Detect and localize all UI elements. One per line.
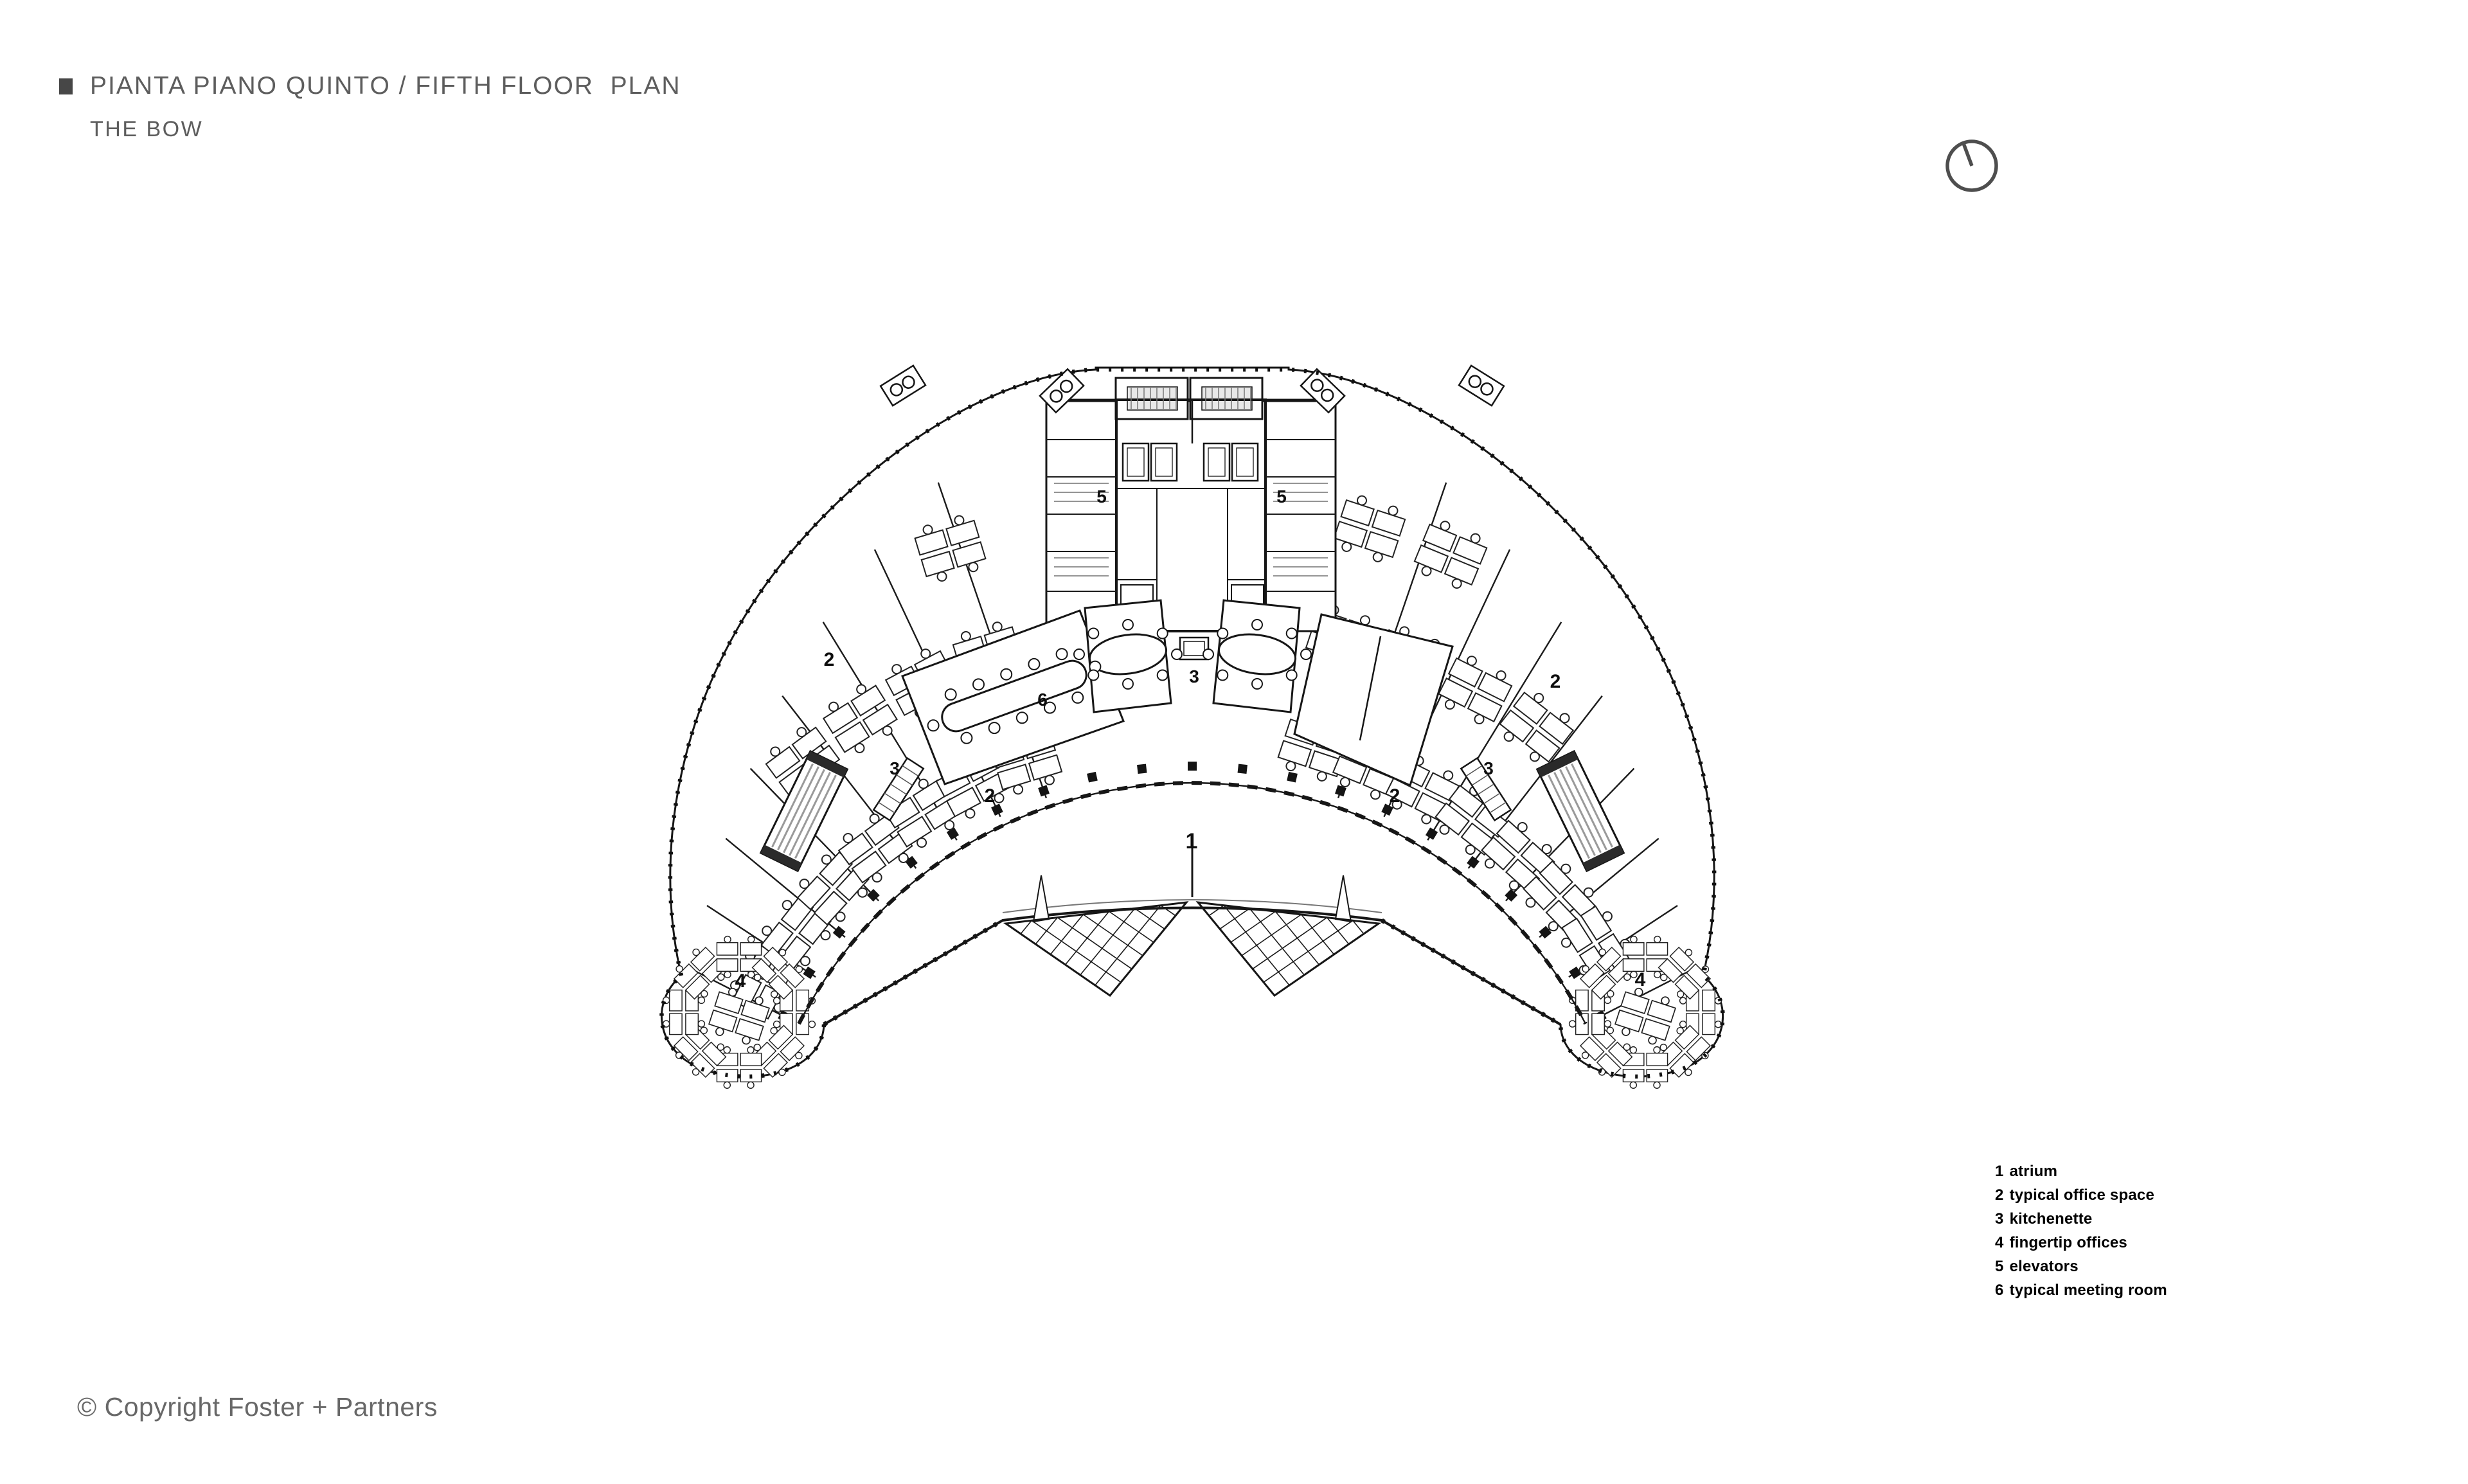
copyright-notice: © Copyright Foster + Partners	[77, 1392, 438, 1422]
plan-label-office-upper-right: 2	[1550, 671, 1561, 692]
legend-num: 3	[1995, 1210, 2004, 1228]
legend-item-fingertip	[1995, 1231, 2167, 1255]
plan-label-kitchenette-right: 3	[1483, 758, 1494, 778]
legend-label: elevators	[2009, 1258, 2079, 1275]
legend-num: 5	[1995, 1258, 2004, 1275]
legend	[1995, 1159, 2167, 1302]
plan-label-fingertip-right: 4	[1634, 969, 1646, 990]
plan-label-elevators-right: 5	[1276, 487, 1287, 506]
legend-label: atrium	[2009, 1163, 2058, 1180]
legend-label: kitchenette	[2009, 1210, 2093, 1228]
legend-label: typical office space	[2009, 1186, 2154, 1204]
legend-num: 1	[1995, 1163, 2004, 1180]
plan-label-office-lower-right: 2	[1389, 785, 1400, 807]
project-name: THE BOW	[90, 117, 204, 141]
plan-label-atrium: 1	[1185, 829, 1198, 854]
legend-item-meeting	[1995, 1278, 2167, 1302]
legend-item-kitchenette	[1995, 1207, 2167, 1231]
legend-num: 6	[1995, 1282, 2004, 1299]
plan-label-kitchenette-left: 3	[890, 758, 900, 778]
plan-label-office-lower-left: 2	[984, 785, 996, 807]
plan-label-elevators-left: 5	[1096, 487, 1107, 506]
plan-label-office-upper-left: 2	[823, 649, 835, 670]
plan-label-kitchenette-center: 3	[1189, 666, 1199, 686]
plan-label-meeting-room: 6	[1037, 690, 1048, 710]
legend-num: 4	[1995, 1234, 2004, 1251]
plan-label-fingertip-left: 4	[735, 970, 746, 992]
legend-item-atrium	[1995, 1159, 2167, 1183]
legend-label: fingertip offices	[2009, 1234, 2127, 1251]
legend-label: typical meeting room	[2009, 1282, 2167, 1299]
legend-item-office	[1995, 1183, 2167, 1207]
drawing-title: PIANTA PIANO QUINTO / FIFTH FLOOR PLAN	[90, 72, 681, 100]
legend-num: 2	[1995, 1186, 2004, 1204]
legend-item-elevators	[1995, 1255, 2167, 1278]
